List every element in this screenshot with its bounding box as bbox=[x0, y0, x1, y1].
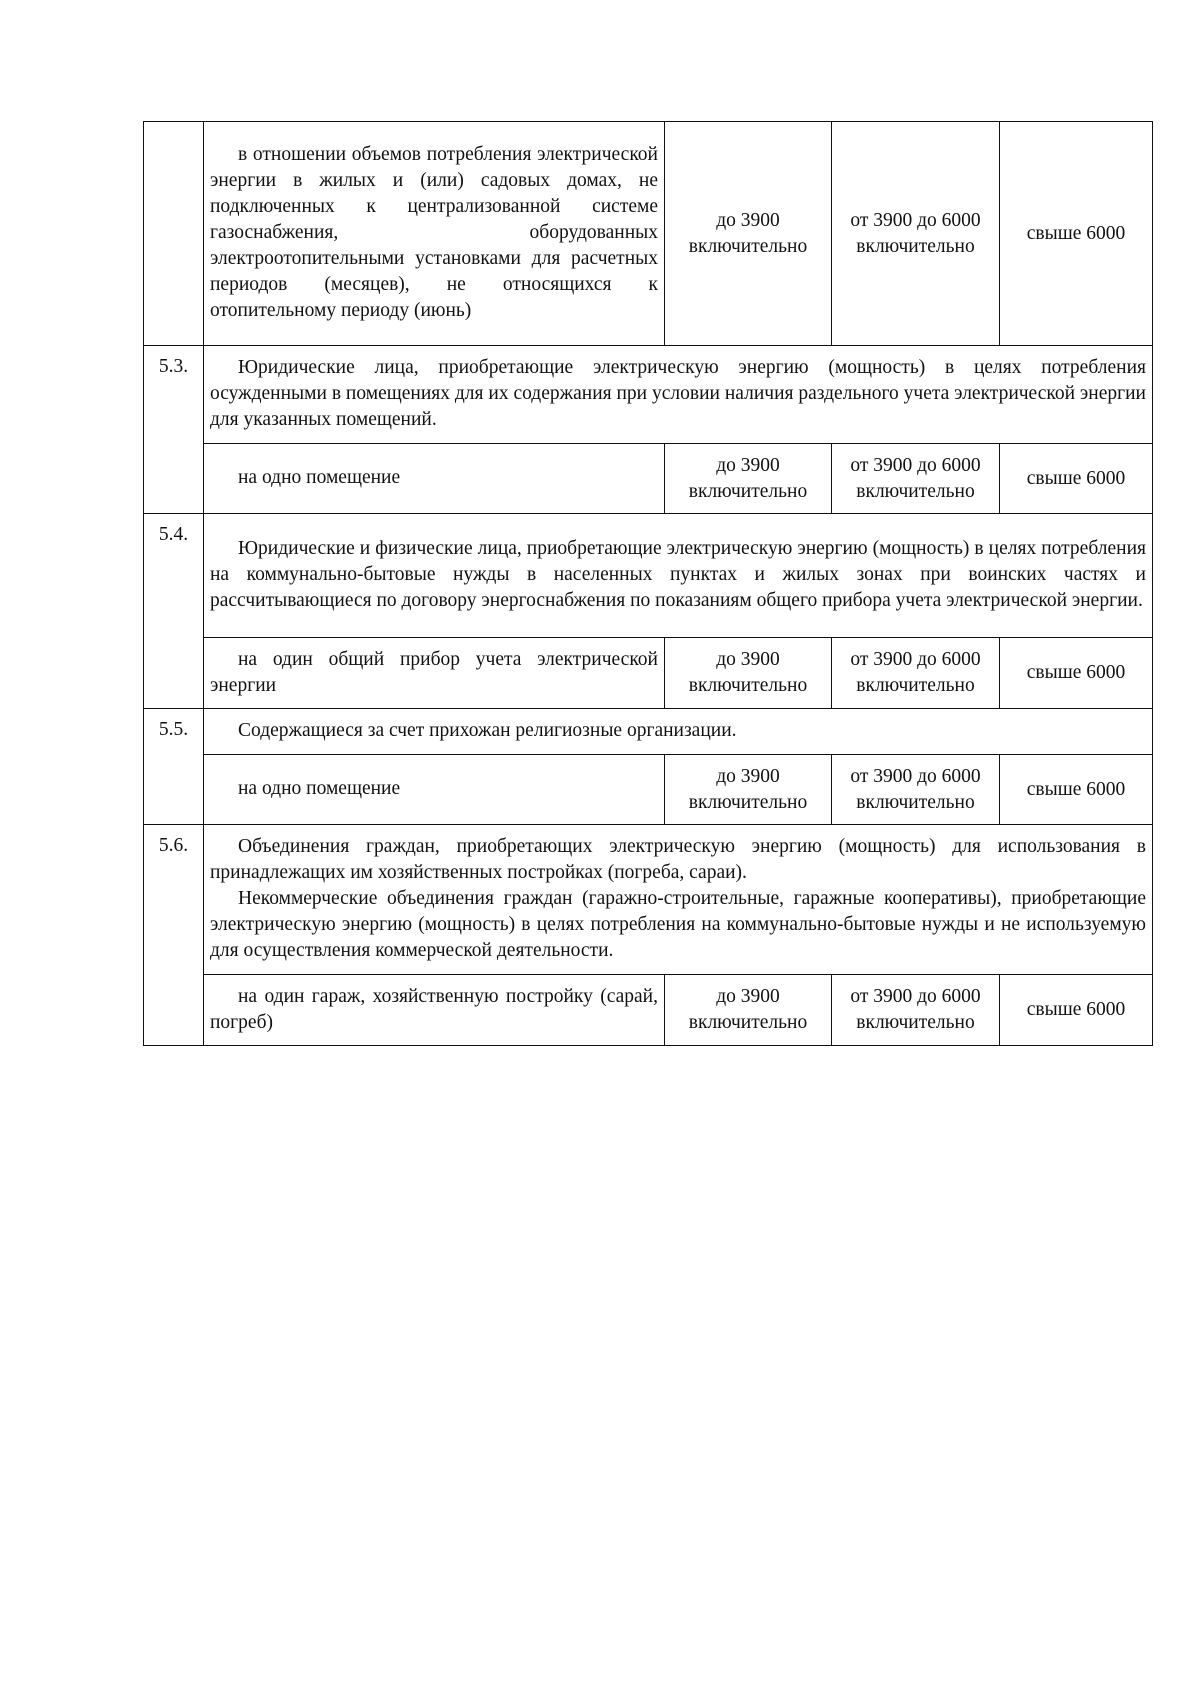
sub-item-label: на один гараж, хозяйственную постройку (сарай, погреб) bbox=[204, 975, 665, 1046]
range-low-cell: до 3900 включительно bbox=[665, 975, 832, 1046]
description-text: в отношении объемов потребления электрической энергии в жилых и (или) садовых домах, не подключенных к централизованной системе газоснабжения, оборудованных электроотопительными установками для расчетных периодов (месяцев), не относящихся к отопительному периоду (июнь) bbox=[210, 144, 658, 321]
sub-item-label: на один общий прибор учета электрической энергии bbox=[204, 638, 665, 709]
range-low-cell: до 3900 включительно bbox=[665, 755, 832, 825]
range-mid-cell: от 3900 до 6000 включительно bbox=[832, 444, 1000, 514]
table-row bbox=[144, 638, 1153, 709]
range-high-cell: свыше 6000 bbox=[1000, 122, 1153, 346]
range-low-cell: до 3900 включительно bbox=[665, 444, 832, 514]
section-heading-paragraph: Объединения граждан, приобретающих электрическую энергию (мощность) для использования в принадлежащих им хозяйственных постройках (погреба, сараи). bbox=[210, 835, 1146, 883]
range-low-cell: до 3900 включительно bbox=[665, 638, 832, 709]
range-mid-cell: от 3900 до 6000 включительно bbox=[832, 755, 1000, 825]
section-heading: Содержащиеся за счет прихожан религиозные организации. bbox=[204, 709, 1153, 755]
section-number: 5.6. bbox=[144, 825, 204, 1046]
section-number: 5.5. bbox=[144, 709, 204, 825]
table-row bbox=[144, 755, 1153, 825]
section-number: 5.4. bbox=[144, 514, 204, 709]
section-heading-row bbox=[144, 709, 1153, 755]
section-heading-row bbox=[144, 514, 1153, 638]
section-heading: Юридические и физические лица, приобретающие электрическую энергию (мощность) в целях потребления на коммунально-бытовые нужды в населенных пунктах и жилых зонах при воинских частях и рассчитывающиеся по договору энергоснабжения по показаниям общего прибора учета электрической энергии. bbox=[204, 514, 1153, 638]
section-heading-row bbox=[144, 825, 1153, 975]
range-low-cell: до 3900 включительно bbox=[665, 122, 832, 346]
section-heading-paragraph: Некоммерческие объединения граждан (гаражно-строительные, гаражные кооперативы), приобретающие электрическую энергию (мощность) в целях потребления на коммунально-бытовые нужды и не используемую для осуществления коммерческой деятельности. bbox=[210, 887, 1146, 961]
table-row bbox=[144, 122, 1153, 346]
range-mid-cell: от 3900 до 6000 включительно bbox=[832, 638, 1000, 709]
range-high-cell: свыше 6000 bbox=[1000, 638, 1153, 709]
tariff-table bbox=[143, 121, 1153, 1046]
section-heading: Юридические лица, приобретающие электрическую энергию (мощность) в целях потребления осужденными в помещениях для их содержания при условии наличия раздельного учета электрической энергии для указанных помещений. bbox=[204, 346, 1153, 444]
range-high-cell: свыше 6000 bbox=[1000, 755, 1153, 825]
number-cell-empty bbox=[144, 122, 204, 346]
sub-item-label: на одно помещение bbox=[204, 444, 665, 514]
section-number: 5.3. bbox=[144, 346, 204, 514]
table-row bbox=[144, 975, 1153, 1046]
range-high-cell: свыше 6000 bbox=[1000, 444, 1153, 514]
range-mid-cell: от 3900 до 6000 включительно bbox=[832, 122, 1000, 346]
section-heading bbox=[204, 825, 1153, 975]
sub-item-label: на одно помещение bbox=[204, 755, 665, 825]
range-high-cell: свыше 6000 bbox=[1000, 975, 1153, 1046]
section-heading-row bbox=[144, 346, 1153, 444]
row-description bbox=[204, 122, 665, 346]
range-mid-cell: от 3900 до 6000 включительно bbox=[832, 975, 1000, 1046]
table-row bbox=[144, 444, 1153, 514]
